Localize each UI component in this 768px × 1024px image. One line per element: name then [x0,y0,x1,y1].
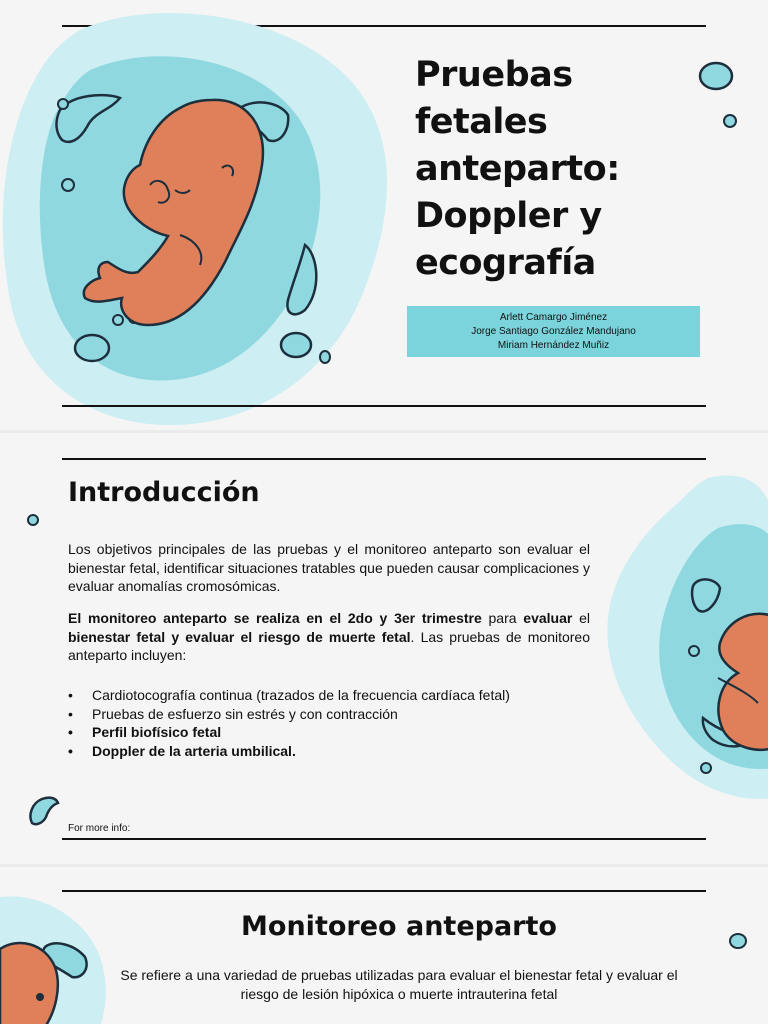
author-name: Arlett Camargo Jiménez [499,311,608,323]
bottom-rule [62,838,706,840]
drop-decoration [26,793,62,829]
text: para [481,610,524,626]
list-item: • Cardiotocografía continua (trazados de la frecuencia cardíaca fetal) [68,686,510,705]
monitoring-description: Se refiere a una variedad de pruebas utilizadas para evaluar el bienestar fetal y evaluar el riesgo de lesión hipóxica o muerte intrauterina fetal [120,967,678,1002]
fetus-illustration [598,468,768,808]
drop-decoration [26,513,40,527]
section-heading: Introducción [68,477,260,508]
bold-text: El monitoreo anteparto se realiza en el 2do y 3er trimestre [68,610,482,626]
bottom-rule [62,405,706,407]
intro-slide [0,433,768,864]
bold-text: evaluar [523,610,573,626]
fetus-illustration [0,0,400,430]
text: el [572,610,590,626]
monitoring-slide [0,867,768,1024]
more-info-label: For more info: [68,823,131,834]
intro-paragraph-monitoring [68,609,590,665]
cover-slide [0,0,768,430]
section-heading: Monitoreo anteparto [241,911,557,942]
intro-paragraph: Los objetivos principales de las pruebas y el monitoreo anteparto son evaluar el bienestar fetal, identificar situaciones tratables que pueden causar complicaciones y evaluar anomalías cromosómicas. [68,541,590,594]
top-rule [62,458,706,460]
text: . Las pruebas de monitoreo anteparto incluyen: [68,628,590,663]
presentation-title: Pruebas fetales anteparto: Doppler y ecografía [415,55,620,283]
author-name: Jorge Santiago González Mandujano [471,325,636,337]
list-item: • Pruebas de esfuerzo sin estrés y con contracción [68,705,510,724]
bold-text: bienestar fetal y evaluar el riesgo de muerte fetal [68,628,411,645]
list-item: • Doppler de la arteria umbilical. [68,742,510,761]
list-item: • Perfil biofísico fetal [68,723,510,742]
fetus-illustration [0,887,110,1024]
authors-box [407,306,700,357]
author-name: Miriam Hernández Muñiz [497,339,610,351]
tests-list [68,686,510,760]
top-rule [62,890,706,892]
